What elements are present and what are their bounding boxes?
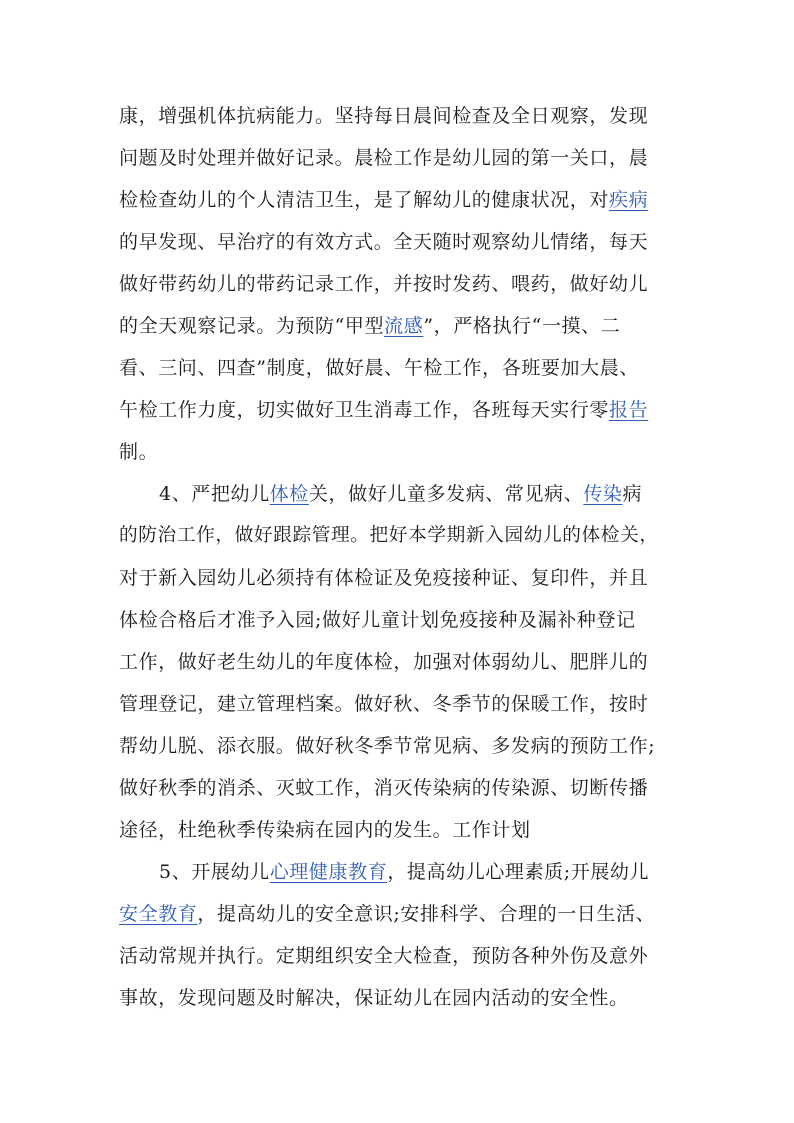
text-line [119,264,659,304]
text-run: 做好秋季的消杀、灭蚊工作，消灭传染病的传染源、切断传播 [119,777,649,799]
text-run: 途径，杜绝秋季传染病在园内的发生。工作计划 [119,819,531,841]
text-run: ，提高幼儿的安全意识;安排科学、合理的一日生活、 [197,903,656,925]
text-line [159,852,659,892]
text-line [119,222,659,262]
text-line [119,768,659,808]
text-run: 的全天观察记录。为预防“甲型 [119,315,385,337]
text-run: 做好带药幼儿的带药记录工作，并按时发药、喂药，做好幼儿 [119,273,649,295]
text-line [119,936,659,976]
link-safety-education[interactable]: 安全教育 [119,903,198,925]
text-line [119,138,659,178]
text-line [119,516,659,556]
text-run: 看、三问、四查”制度，做好晨、午检工作，各班要加大晨、 [119,357,639,379]
text-run: 午检工作力度，切实做好卫生消毒工作，各班每天实行零 [119,399,610,421]
text-run: 管理登记，建立管理档案。做好秋、冬季节的保暖工作，按时 [119,693,649,715]
text-run: 问题及时处理并做好记录。晨检工作是幼儿园的第一关口，晨 [119,147,649,169]
link-flu[interactable]: 流感 [384,315,424,337]
text-run: 工作，做好老生幼儿的年度体检，加强对体弱幼儿、肥胖儿的 [119,651,649,673]
text-run: 活动常规并执行。定期组织安全大检查，预防各种外伤及意外 [119,945,649,967]
text-line [119,600,659,640]
text-run: 对于新入园幼儿必须持有体检证及免疫接种证、复印件，并且 [119,567,649,589]
text-line [119,810,659,850]
text-run: 关，做好儿童多发病、常见病、 [308,483,584,505]
link-report[interactable]: 报告 [609,399,649,421]
text-line [119,894,659,934]
text-run: ”，严格执行“一摸、二 [423,315,621,337]
text-run: 病 [622,483,643,505]
text-line [159,474,659,514]
text-run: 事故，发现问题及时解决，保证幼儿在园内活动的安全性。 [119,987,629,1009]
text-run: 5、开展幼儿 [159,861,270,883]
text-line [119,642,659,682]
link-mental-health-education[interactable]: 心理健康教育 [269,861,388,883]
text-line [119,726,659,766]
text-run: 检检查幼儿的个人清洁卫生，是了解幼儿的健康状况，对 [119,189,610,211]
text-run: 的早发现、早治疗的有效方式。全天随时观察幼儿情绪，每天 [119,231,649,253]
link-physical-exam[interactable]: 体检 [269,483,309,505]
text-run: 的防治工作，做好跟踪管理。把好本学期新入园幼儿的体检关， [119,525,659,546]
text-line [119,978,659,1018]
text-run: 体检合格后才准予入园;做好儿童计划免疫接种及漏补种登记 [119,609,636,631]
link-disease[interactable]: 疾病 [609,189,649,211]
text-run: 康，增强机体抗病能力。坚持每日晨间检查及全日观察，发现 [119,105,649,127]
text-run: ，提高幼儿心理素质;开展幼儿 [387,861,650,883]
text-run: 4、严把幼儿 [159,483,270,505]
text-run: 帮幼儿脱、添衣服。做好秋冬季节常见病、多发病的预防工作; [119,735,656,757]
text-line [119,306,659,346]
text-line [119,432,659,472]
text-run: 制。 [119,441,159,463]
text-line [119,348,659,388]
text-line [119,96,659,136]
link-infectious[interactable]: 传染 [583,483,623,505]
text-line [119,558,659,598]
text-line [119,684,659,724]
text-line [119,180,659,220]
text-line [119,390,659,430]
